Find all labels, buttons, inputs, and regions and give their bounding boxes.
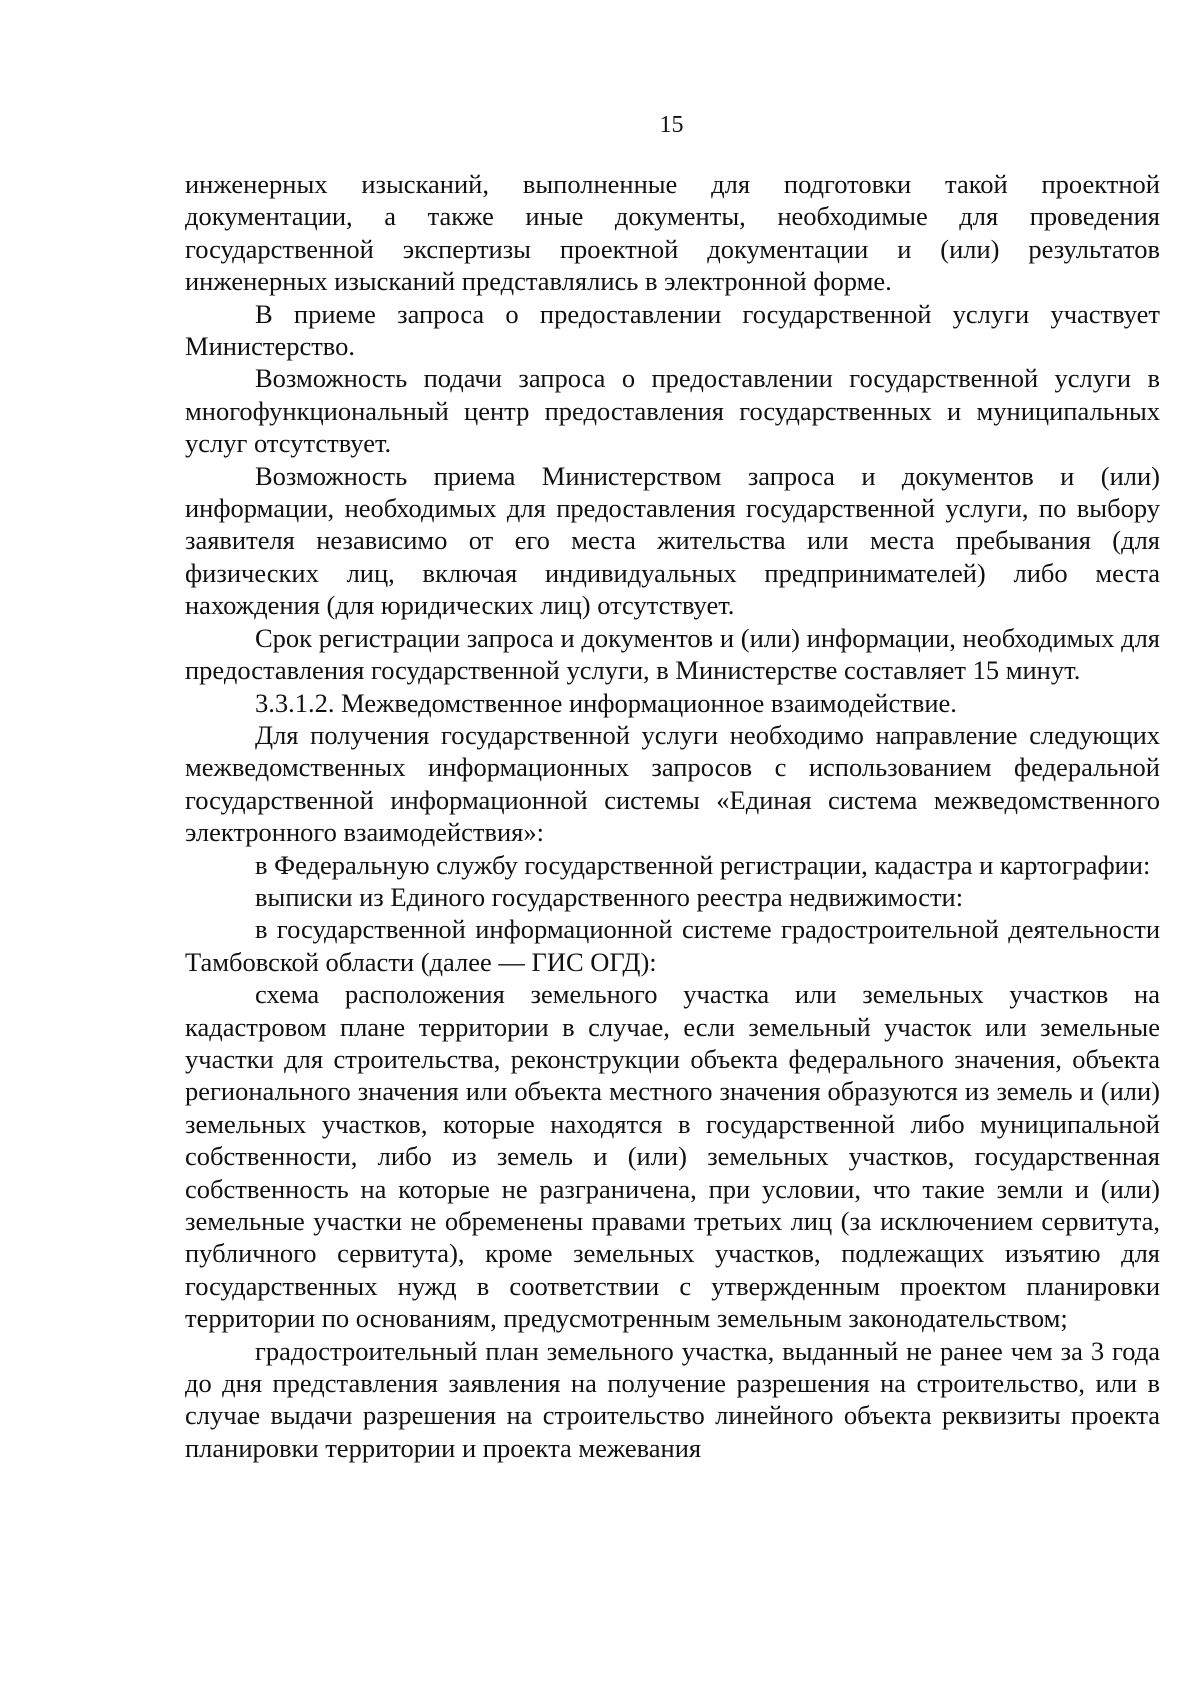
paragraph: Срок регистрации запроса и документов и (или) информации, необходимых для предоставления государственной услуги, в Министерстве составляет 15 минут. [185,622,1160,686]
paragraph: в государственной информационной системе градостроительной деятельности Тамбовской области (далее — ГИС ОГД): [185,914,1160,977]
section-heading: 3.3.1.2. Межведомственное информационное взаимодействие. [255,687,957,718]
paragraph: в Федеральную службу государственной регистрации, кадастра и картографии: [255,849,1151,880]
paragraph: градостроительный план земельного участка, выданный не ранее чем за 3 года до дня представления заявления на получение разрешения на строительство, или в случае выдачи разрешения на строительство линейного объекта реквизиты проекта планировки территории и проекта межевания [185,1335,1160,1463]
paragraph: Возможность подачи запроса о предоставлении государственной услуги в многофункциональный центр предоставления государственных и муниципальных услуг отсутствует. [185,363,1160,459]
paragraph: схема расположения земельного участка или земельных участков на кадастровом плане территории в случае, если земельный участок или земельные участки для строительства, реконструкции объекта федерального значения, объекта регионального значения или объекта местного значения образуются из земель и (или) земельных участков, которые находятся в государственной либо муниципальной собственности, либо из земель и (или) земельных участков, государственная собственность на которые не разграничена, при условии, что такие земли и (или) земельные участки не обременены правами третьих лиц (за исключением сервитута, публичного сервитута), кроме земельных участков, подлежащих изъятию для государственных нужд в соответствии с утвержденным проектом планировки территории по основаниям, предусмотренным земельным законодательством; [185,979,1160,1334]
page-number: 15 [659,112,684,138]
paragraph: выписки из Единого государственного реестра недвижимости: [255,881,964,912]
paragraph: инженерных изысканий, выполненные для подготовки такой проектной документации, а также иные документы, необходимые для проведения государственной экспертизы проектной документации и (или) результатов инженерных изысканий представлялись в электронной форме. [185,169,1160,297]
document-body [185,168,1160,1464]
paragraph: В приеме запроса о предоставлении государственной услуги участвует Министерство. [185,298,1160,362]
paragraph: Возможность приема Министерством запроса и документов и (или) информации, необходимых для предоставления государственной услуги, по выбору заявителя независимо от его места жительства или места пребывания (для физических лиц, включая индивидуальных предпринимателей) либо места нахождения (для юридических лиц) отсутствует. [185,460,1160,621]
paragraph: Для получения государственной услуги необходимо направление следующих межведомственных информационных запросов с использованием федеральной государственной информационной системы «Единая система межведомственного электронного взаимодействия»: [185,719,1160,848]
